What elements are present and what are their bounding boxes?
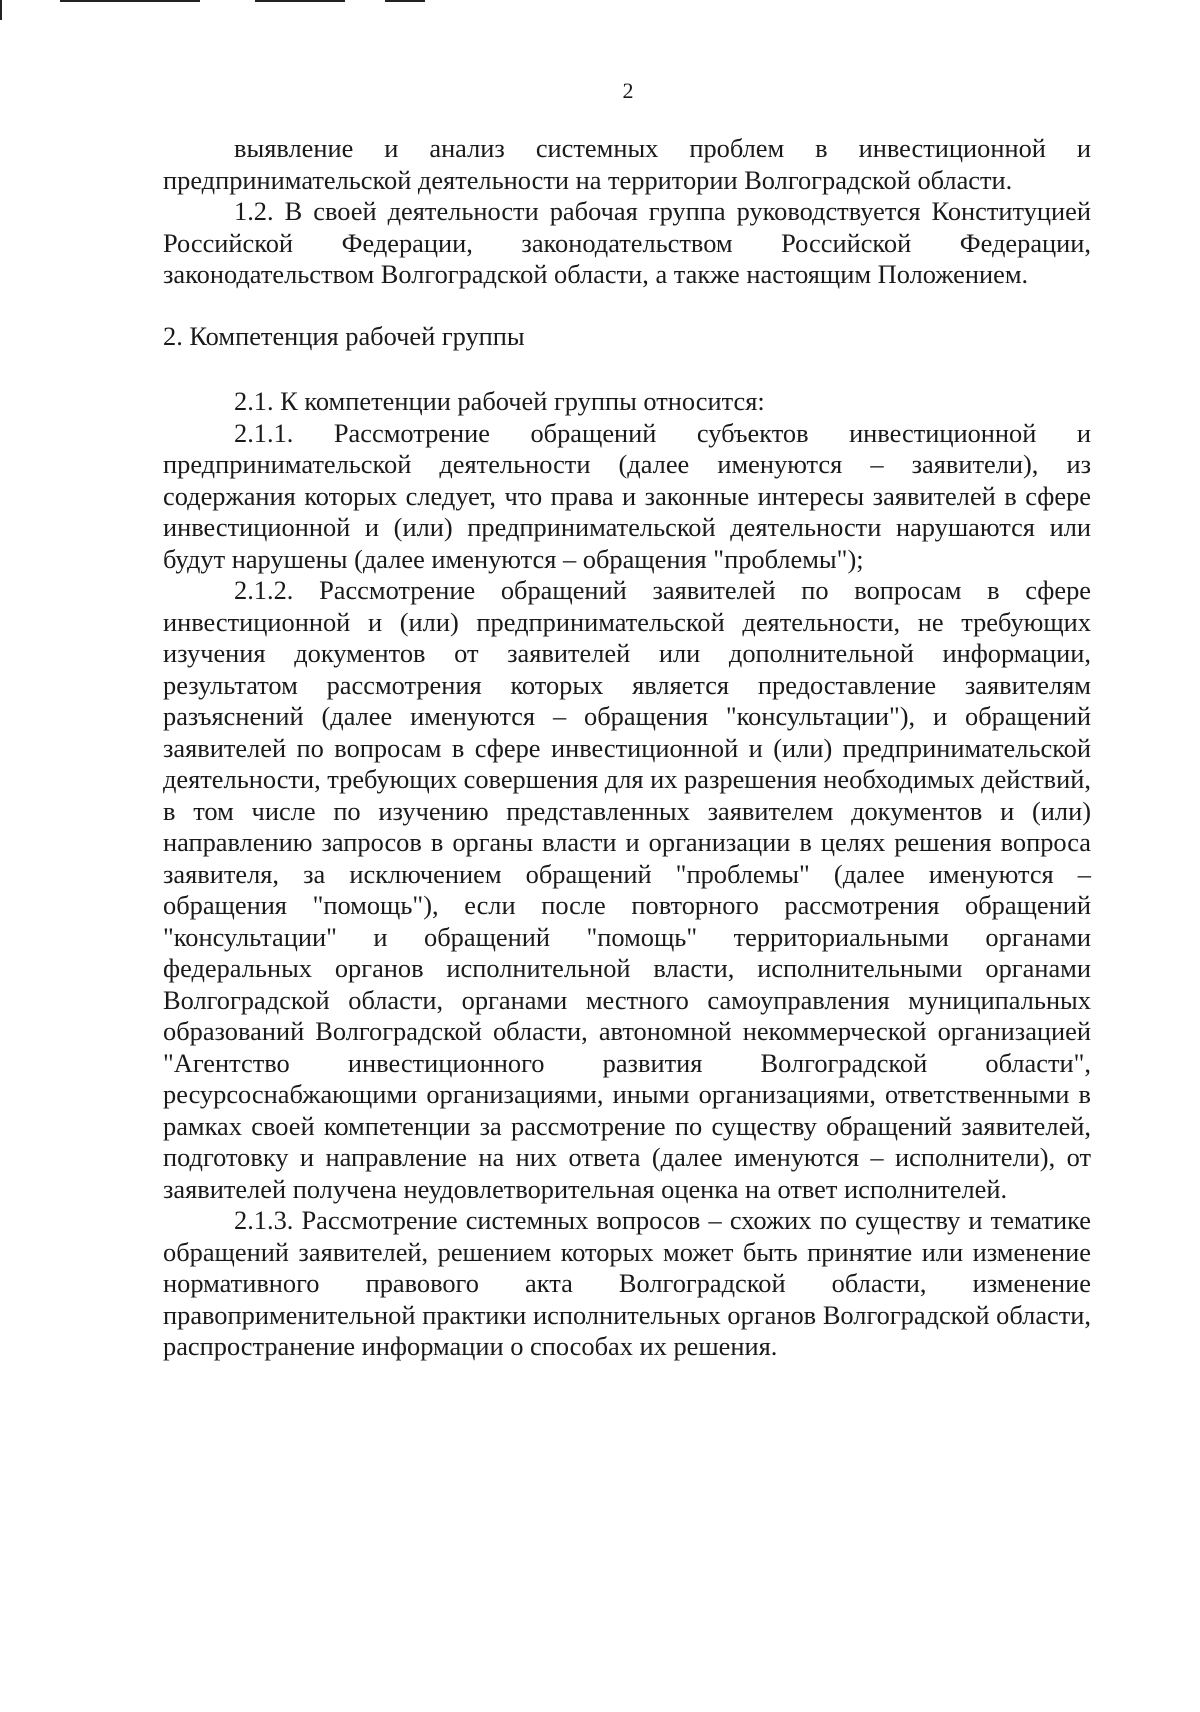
paragraph-1-2: 1.2. В своей деятельности рабочая группа руководствуется Конституцией Российской Федерации, законодательством Российской Федерации, законодательством Волгоградской области, а также настоящим Положением. [163,196,1091,289]
paragraph-2-1-1: 2.1.1. Рассмотрение обращений субъектов инвестиционной и предпринимательской деятельности (далее именуются – заявители), из содержания которых следует, что права и законные интересы заявителей в сфере инвестиционной и (или) предпринимательской деятельности нарушаются или будут нарушены (далее именуются – обращения "проблемы"); [163,417,1091,574]
scan-edge-mark [255,0,345,2]
paragraph-2-1-2: 2.1.2. Рассмотрение обращений заявителей по вопросам в сфере инвестиционной и (или) предпринимательской деятельности, не требующих изучения документов от заявителей или дополнительной информации, результатом рассмотрения которых является предоставление заявителям разъяснений (далее именуются – обращения "консультации"), и обращений заявителей по вопросам в сфере инвестиционной и (или) предпринимательской деятельности, требующих совершения для их разрешения необходимых действий, в том числе по изучению представленных заявителем документов и (или) направлению запросов в органы власти и организации в целях решения вопроса заявителя, за исключением обращений "проблемы" (далее именуются – обращения "помощь"), если после повторного рассмотрения обращений "консультации" и обращений "помощь" территориальными органами федеральных органов исполнительной власти, исполнительными органами Волгоградской области, органами местного самоуправления муниципальных образований Волгоградской области, автономной некоммерческой организацией "Агентство инвестиционного развития Волгоградской области", ресурсоснабжающими организациями, иными организациями, ответственными в рамках своей компетенции за рассмотрение по существу обращений заявителей, подготовку и направление на них ответа (далее именуются – исполнители), от заявителей получена неудовлетворительная оценка на ответ исполнителей. [163,575,1091,1204]
scan-edge-mark [60,0,200,2]
document-body [163,133,1091,1363]
scan-edge-mark [385,0,425,2]
paragraph-intro-end: выявление и анализ системных проблем в инвестиционной и предпринимательской деятельности на территории Волгоградской области. [163,133,1091,195]
section-heading: 2. Компетенция рабочей группы [163,320,525,351]
page-number: 2 [622,78,634,103]
paragraph-2-1: 2.1. К компетенции рабочей группы относится: [234,386,765,416]
scan-edge-mark [0,0,2,20]
paragraph-2-1-3: 2.1.3. Рассмотрение системных вопросов – схожих по существу и тематике обращений заявителей, решением которых может быть принятие или изменение нормативного правового акта Волгоградской области, изменение правоприменительной практики исполнительных органов Волгоградской области, распространение информации о способах их решения. [163,1205,1091,1361]
